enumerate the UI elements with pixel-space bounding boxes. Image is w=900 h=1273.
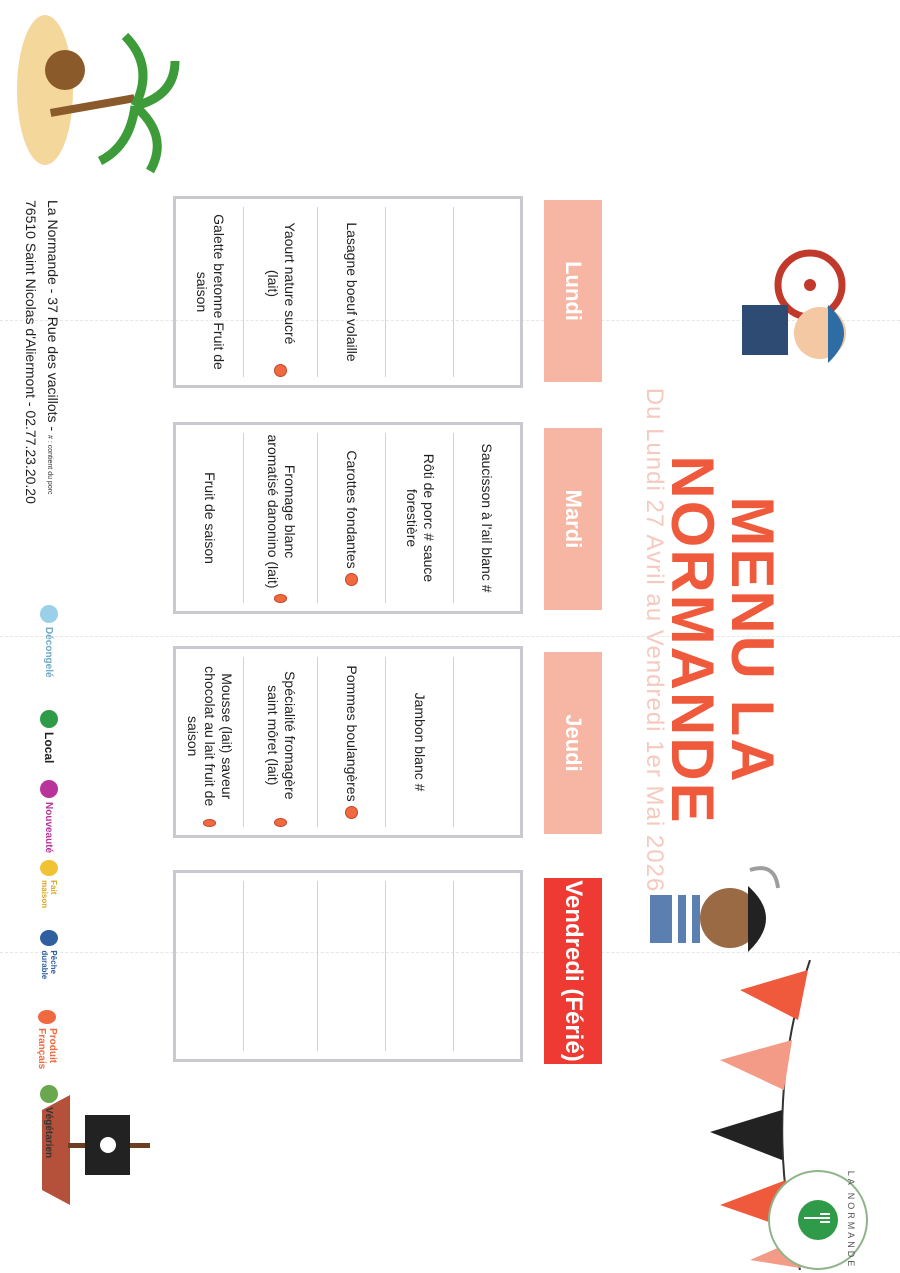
new-icon bbox=[40, 780, 58, 798]
legend-item: Pêche durable bbox=[40, 930, 58, 1000]
day-header-vendredi: Vendredi (Férié) bbox=[544, 878, 602, 1064]
menu-title-line2: NORMANDE bbox=[659, 455, 726, 825]
local-icon bbox=[40, 710, 58, 728]
menu-item: Spécialité fromagère saint môret (lait) bbox=[246, 657, 316, 827]
menu-column-vendredi bbox=[173, 870, 523, 1062]
vegetarian-icon bbox=[40, 1085, 58, 1103]
legend-item: Décongelé bbox=[40, 605, 58, 678]
legend-item: Local bbox=[40, 710, 58, 763]
menu-item: Rôti de porc # sauce forestière bbox=[404, 453, 437, 583]
pirate-boy-illustration bbox=[730, 245, 880, 375]
menu-item bbox=[456, 207, 518, 377]
day-header-jeudi: Jeudi bbox=[544, 652, 602, 834]
day-header-lundi: Lundi bbox=[544, 200, 602, 382]
menu-item bbox=[246, 881, 316, 1051]
island-palm-illustration bbox=[15, 10, 180, 175]
menu-item: Jambon blanc # bbox=[412, 692, 429, 792]
menu-column-mardi bbox=[173, 422, 523, 614]
menu-item: Mousse (lait) saveur chocolat au lait fruit de saison bbox=[178, 657, 242, 827]
legend-item: Végétarien bbox=[40, 1085, 58, 1175]
menu-item bbox=[388, 881, 452, 1051]
homemade-icon bbox=[40, 860, 58, 876]
menu-title-line1: MENU LA bbox=[719, 496, 786, 784]
menu-column-jeudi bbox=[173, 646, 523, 838]
french-product-icon bbox=[346, 806, 359, 819]
menu-date-range: Du Lundi 27 Avril au Vendredi 1er Mai 2026 bbox=[641, 387, 668, 893]
address-line2: 76510 Saint Nicolas d'Aliermont - 02.77.23.20.20 bbox=[23, 200, 39, 504]
snowflake-icon bbox=[40, 605, 58, 623]
restaurant-address bbox=[22, 200, 62, 504]
menu-item: Fruit de saison bbox=[202, 472, 219, 564]
legend-item: Nouveauté bbox=[40, 780, 58, 853]
legend-item: Produit Français bbox=[36, 1010, 58, 1090]
menu-item bbox=[456, 657, 518, 827]
menu-item: Yaourt nature sucré (lait) bbox=[246, 207, 316, 377]
menu-item: Fromage blanc aromatisé danonino (lait) bbox=[246, 433, 316, 603]
menu-item: Saucisson à l'ail blanc # bbox=[479, 443, 496, 593]
address-line1: La Normande - 37 Rue des vacillots - bbox=[45, 200, 61, 432]
la-normande-logo bbox=[766, 1168, 870, 1272]
menu-item: Carottes fondantes bbox=[320, 433, 384, 603]
fish-icon bbox=[40, 930, 58, 946]
menu-item: Galette bretonne Fruit de saison bbox=[194, 214, 227, 370]
french-product-icon bbox=[346, 573, 359, 586]
menu-item bbox=[388, 207, 452, 377]
french-product-icon bbox=[204, 819, 217, 827]
menu-item: Pommes boulangères bbox=[320, 657, 384, 827]
menu-item: Lasagne boeuf volaille bbox=[344, 222, 361, 362]
menu-item bbox=[178, 881, 242, 1051]
day-header-mardi: Mardi bbox=[544, 428, 602, 610]
french-product-icon bbox=[38, 1010, 56, 1024]
french-product-icon bbox=[275, 364, 288, 377]
menu-title bbox=[659, 430, 786, 850]
menu-column-lundi bbox=[173, 196, 523, 388]
svg-text:LA NORMANDE: LA NORMANDE bbox=[846, 1170, 856, 1270]
legend bbox=[18, 605, 58, 1159]
menu-item bbox=[456, 881, 518, 1051]
menu-item bbox=[320, 881, 384, 1051]
legend-item: Fait maison bbox=[40, 860, 58, 920]
pork-footnote: # : contient du porc bbox=[46, 435, 53, 495]
french-product-icon bbox=[275, 818, 288, 827]
french-product-icon bbox=[275, 594, 288, 603]
